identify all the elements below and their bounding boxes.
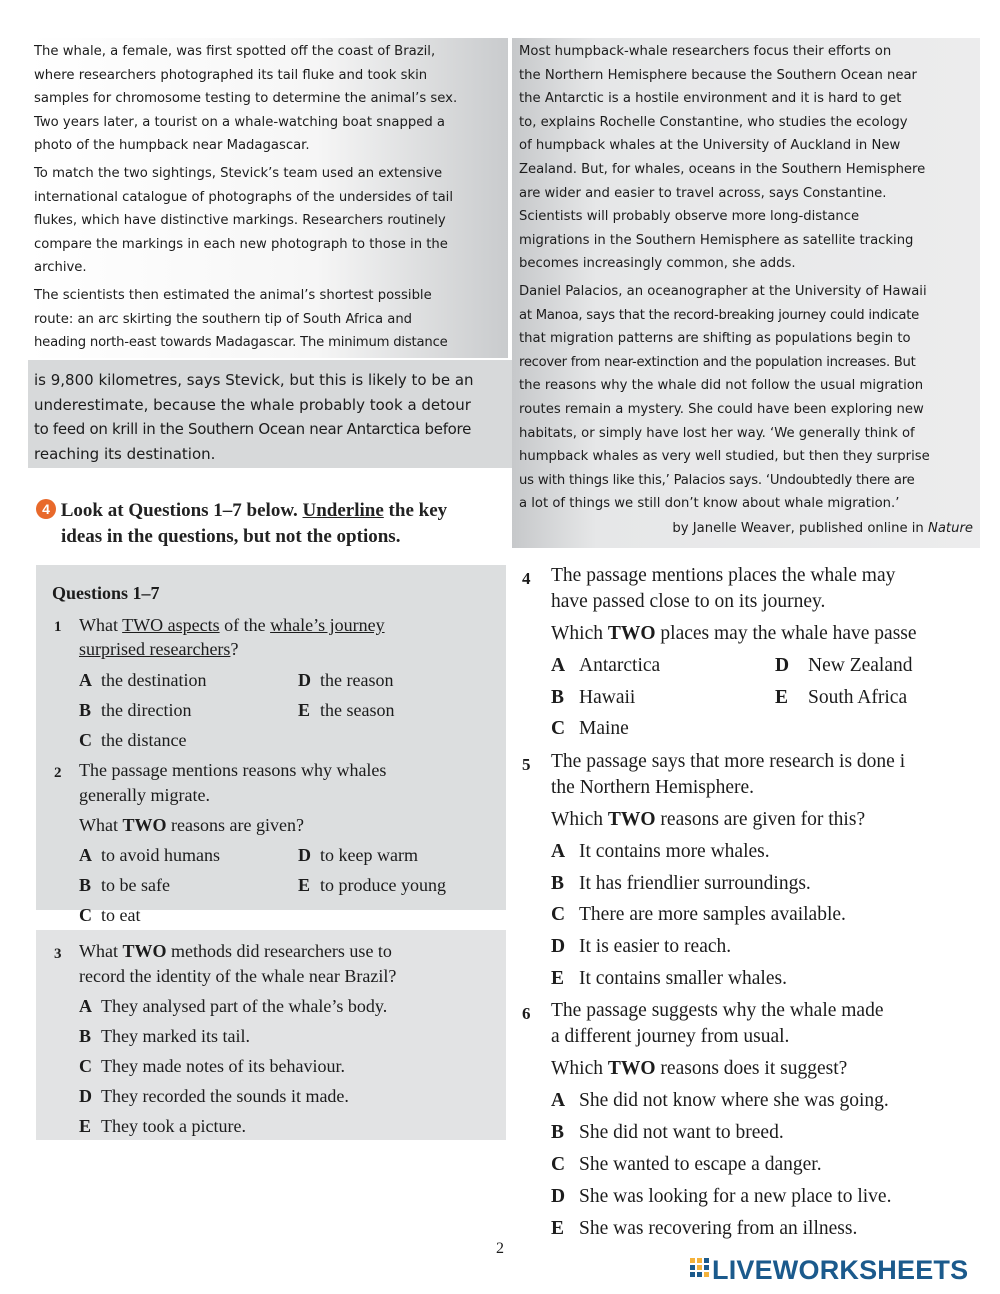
text-line: the reasons why the whale did not follow the usual migration — [519, 378, 924, 394]
question-3-text-line2: record the identity of the whale near Brazil? — [79, 966, 397, 986]
logo-square — [690, 1265, 695, 1270]
text-line: Daniel Palacios, an oceanographer at the University of Hawaii — [519, 283, 927, 299]
option-text: Hawaii — [579, 687, 636, 708]
option-text: South Africa — [808, 687, 908, 708]
text-run: Which — [551, 1058, 608, 1079]
logo-square — [704, 1258, 709, 1263]
text-line: Two years later, a tourist on a whale-watching boat snapped a — [34, 114, 445, 130]
option-3e[interactable] — [79, 1113, 246, 1139]
byline-text: by Janelle Weaver, published online in — [672, 520, 924, 536]
text-line: photo of the humpback near Madagascar. — [34, 138, 310, 154]
brand-name: LIVEWORKSHEETS — [712, 1254, 969, 1285]
option-letter: D — [298, 845, 311, 865]
option-letter: A — [79, 996, 92, 1016]
option-6c[interactable] — [551, 1152, 822, 1178]
bold-word: TWO — [122, 941, 167, 961]
option-letter: B — [551, 873, 565, 894]
question-1-text-line2 — [79, 636, 238, 662]
option-5c[interactable] — [551, 902, 846, 928]
option-text: It contains more whales. — [579, 841, 770, 862]
option-5a[interactable] — [551, 839, 770, 865]
instruction-line-2: ideas in the questions, but not the options. — [61, 526, 401, 547]
passage-paragraph-5 — [519, 280, 979, 516]
logo-square — [704, 1265, 709, 1270]
option-text: It is easier to reach. — [579, 936, 732, 957]
option-letter: D — [79, 1086, 92, 1106]
option-text: to eat — [101, 905, 141, 925]
text-line: route: an arc skirting the southern tip of South Africa and — [34, 311, 413, 327]
text-line: compare the markings in each new photograph to those in the — [34, 236, 448, 252]
question-2-text-line2: generally migrate. — [79, 785, 210, 805]
option-text: the direction — [101, 700, 192, 720]
option-letter: E — [551, 968, 565, 989]
option-4e[interactable] — [775, 685, 907, 711]
option-text: the distance — [101, 730, 187, 750]
option-letter: B — [551, 1122, 565, 1143]
text-line: migrations in the Southern Hemisphere as satellite tracking — [519, 232, 914, 248]
option-2b[interactable] — [79, 872, 170, 898]
question-6-text-line2: a different journey from usual. — [551, 1026, 790, 1047]
option-1c[interactable] — [79, 727, 186, 753]
option-6d[interactable] — [551, 1184, 891, 1210]
brand-logo — [690, 1255, 968, 1285]
option-letter: B — [551, 687, 565, 708]
text-run: of the — [219, 615, 271, 635]
passage-right-column — [519, 40, 979, 540]
option-5b[interactable] — [551, 871, 811, 897]
option-letter: A — [79, 845, 92, 865]
option-text: She did not want to breed. — [579, 1122, 784, 1143]
option-letter: C — [79, 1056, 92, 1076]
text-run: Which — [551, 809, 608, 830]
text-line: where researchers photographed its tail fluke and took skin — [34, 67, 428, 83]
option-letter: D — [551, 936, 566, 957]
option-5d[interactable] — [551, 934, 731, 960]
option-4a[interactable] — [551, 653, 660, 679]
question-5-number: 5 — [522, 755, 531, 774]
text-line: Most humpback-whale researchers focus their efforts on — [519, 44, 892, 59]
text-run: ? — [230, 639, 239, 659]
logo-square — [690, 1272, 695, 1277]
text-line: To match the two sightings, Stevick’s team used an extensive — [34, 165, 443, 181]
option-5e[interactable] — [551, 966, 787, 992]
text-line: samples for chromosome testing to determine the animal’s sex. — [34, 91, 458, 107]
option-text: to produce young — [320, 875, 446, 895]
option-letter: A — [551, 655, 566, 676]
option-6b[interactable] — [551, 1120, 784, 1146]
question-4-text-line2: have passed close to on its journey. — [551, 591, 826, 612]
text-run: What — [79, 815, 123, 835]
question-5-text: The passage says that more research is done i — [551, 751, 906, 772]
option-text: Maine — [579, 718, 629, 739]
passage-paragraph-3 — [34, 284, 506, 355]
option-text: She was recovering from an illness. — [579, 1218, 858, 1239]
option-letter: A — [79, 670, 92, 690]
text-run: places may the whale have passe — [655, 623, 917, 644]
passage-left-continued — [34, 368, 510, 466]
option-letter: C — [79, 730, 92, 750]
option-letter: E — [298, 875, 311, 895]
instruction-line-1 — [36, 498, 506, 524]
option-1b[interactable] — [79, 697, 191, 723]
question-3-text — [79, 938, 392, 964]
question-2-text: The passage mentions reasons why whales — [79, 760, 387, 780]
option-letter: D — [298, 670, 311, 690]
text-line: are wider and easier to travel across, says Constantine. — [519, 185, 887, 201]
questions-heading: Questions 1–7 — [52, 583, 160, 603]
text-run: What — [79, 615, 123, 635]
option-letter: A — [551, 841, 566, 862]
text-line: Scientists will probably observe more long-distance — [519, 209, 860, 225]
byline-source: Nature — [927, 520, 973, 536]
logo-square — [704, 1272, 709, 1277]
text-run: reasons does it suggest? — [655, 1058, 848, 1079]
question-2-number: 2 — [54, 765, 62, 781]
option-3d[interactable] — [79, 1083, 349, 1109]
option-text: They recorded the sounds it made. — [101, 1086, 349, 1106]
option-6e[interactable] — [551, 1216, 857, 1242]
text-line: habitats, or simply have lost her way. ‘We generally think of — [519, 425, 915, 441]
text-line: heading north-east towards Madagascar. The minimum distance — [34, 335, 448, 351]
instruction-number-badge: 4 — [36, 499, 56, 519]
text-line: the Antarctic is a hostile environment and it is hard to get — [519, 91, 902, 107]
question-6-number: 6 — [522, 1004, 531, 1023]
text-run: reasons are given for this? — [655, 809, 866, 830]
option-2c[interactable] — [79, 902, 140, 928]
text-line: flukes, which have distinctive markings. Researchers routinely — [34, 213, 446, 229]
text-line: The scientists then estimated the animal’s shortest possible — [34, 287, 432, 303]
option-2e[interactable] — [298, 872, 446, 898]
option-3a[interactable] — [79, 993, 387, 1019]
option-letter: D — [551, 1186, 566, 1207]
question-5-ask — [551, 807, 865, 833]
text-line: international catalogue of photographs of the undersides of tail — [34, 189, 454, 205]
text-line: Zealand. But, for whales, oceans in the Southern Hemisphere — [519, 161, 926, 177]
option-text: They marked its tail. — [101, 1026, 250, 1046]
logo-square — [697, 1258, 702, 1263]
underlined-phrase: whale’s journey — [270, 615, 385, 635]
text-line: is 9,800 kilometres, says Stevick, but this is likely to be an — [34, 371, 474, 389]
option-1a[interactable] — [79, 667, 206, 693]
option-4b[interactable] — [551, 685, 635, 711]
logo-square — [690, 1258, 695, 1263]
text-line: at Manoa, says that the record-breaking journey could indicate — [519, 307, 920, 323]
option-letter: B — [79, 875, 92, 895]
option-4d[interactable] — [775, 653, 913, 679]
option-text: Antarctica — [579, 655, 661, 676]
text-line: us with things like this,’ Palacios says. ‘Undoubtedly there are — [519, 472, 915, 488]
option-text: She did not know where she was going. — [579, 1090, 889, 1111]
option-letter: C — [551, 904, 566, 925]
text-line: the Northern Hemisphere because the Southern Ocean near — [519, 67, 917, 83]
option-letter: C — [551, 718, 566, 739]
option-letter: B — [79, 1026, 92, 1046]
question-6-text: The passage suggests why the whale made — [551, 1000, 884, 1021]
passage-paragraph-2 — [34, 162, 506, 280]
option-letter: E — [775, 687, 789, 708]
bold-word: TWO — [607, 1058, 656, 1079]
text-line: recover from near-extinction and the population increases. But — [519, 354, 916, 370]
option-1d[interactable] — [298, 667, 393, 693]
text-run: What — [79, 941, 123, 961]
text-line: reaching its destination. — [34, 444, 216, 463]
text-line: becomes increasingly common, she adds. — [519, 256, 796, 272]
text-line: archive. — [34, 260, 87, 276]
passage-left-column — [34, 40, 506, 355]
bold-word: TWO — [607, 623, 656, 644]
option-text: to be safe — [101, 875, 170, 895]
option-text: She wanted to escape a danger. — [579, 1154, 822, 1175]
instruction-underlined-word: Underline — [302, 500, 384, 521]
text-line: to, explains Rochelle Constantine, who studies the ecology — [519, 114, 908, 130]
text-run: methods did researchers use to — [166, 941, 392, 961]
option-letter: E — [298, 700, 311, 720]
option-text: the destination — [101, 670, 207, 690]
page-number: 2 — [496, 1240, 504, 1257]
text-line: humpback whales as very well studied, but then they surprise — [519, 449, 930, 465]
text-run: Which — [551, 623, 608, 644]
bold-word: TWO — [607, 809, 656, 830]
passage-paragraph-4 — [519, 40, 979, 276]
questions-right-column — [512, 560, 1000, 1250]
option-text: They took a picture. — [101, 1116, 246, 1136]
question-5-text-line2: the Northern Hemisphere. — [551, 777, 755, 798]
logo-square — [697, 1265, 702, 1270]
option-text: She was looking for a new place to live. — [579, 1186, 892, 1207]
option-text: to keep warm — [320, 845, 418, 865]
text-line: of humpback whales at the University of Auckland in New — [519, 138, 901, 154]
option-letter: C — [551, 1154, 566, 1175]
option-letter: D — [775, 655, 790, 676]
question-1-number: 1 — [54, 619, 62, 635]
underlined-phrase: surprised researchers — [79, 639, 231, 659]
option-text: the reason — [320, 670, 394, 690]
question-3-number: 3 — [54, 946, 62, 962]
text-line: The whale, a female, was first spotted off the coast of Brazil, — [34, 44, 436, 59]
option-text: It contains smaller whales. — [579, 968, 787, 989]
question-4-number: 4 — [522, 569, 531, 588]
option-2a[interactable] — [79, 842, 220, 868]
option-4c[interactable] — [551, 716, 629, 742]
questions-left-column — [36, 566, 506, 1146]
bold-word: TWO — [122, 815, 167, 835]
text-line: a lot of things we still don’t know about whale migration.’ — [519, 496, 900, 512]
option-3b[interactable] — [79, 1023, 250, 1049]
question-4-ask — [551, 621, 917, 647]
text-line: underestimate, because the whale probably took a detour — [34, 395, 471, 414]
option-letter: A — [551, 1090, 566, 1111]
option-letter: C — [79, 905, 92, 925]
option-letter: E — [79, 1116, 92, 1136]
text-run: reasons are given? — [166, 815, 304, 835]
instruction-text: the key — [383, 500, 448, 521]
option-letter: B — [79, 700, 92, 720]
passage-paragraph-1 — [34, 40, 506, 158]
question-4-text: The passage mentions places the whale may — [551, 565, 896, 586]
option-text: There are more samples available. — [579, 904, 846, 925]
logo-square — [697, 1272, 702, 1277]
option-text: the season — [320, 700, 395, 720]
option-3c[interactable] — [79, 1053, 345, 1079]
option-text: They analysed part of the whale’s body. — [101, 996, 388, 1016]
instruction-block — [36, 498, 506, 550]
byline — [519, 518, 979, 540]
option-6a[interactable] — [551, 1088, 889, 1114]
instruction-text: Look at Questions 1–7 below. — [60, 500, 303, 521]
text-line: routes remain a mystery. She could have been exploring new — [519, 401, 924, 417]
liveworksheets-logo-icon — [690, 1258, 710, 1282]
question-6-ask — [551, 1056, 847, 1082]
option-text: to avoid humans — [101, 845, 220, 865]
option-text: New Zealand — [808, 655, 913, 676]
underlined-phrase: TWO aspects — [122, 615, 220, 635]
option-letter: E — [551, 1218, 565, 1239]
text-line: to feed on krill in the Southern Ocean near Antarctica before — [34, 420, 472, 438]
option-2d[interactable] — [298, 842, 418, 868]
option-text: It has friendlier surroundings. — [579, 873, 811, 894]
text-line: that migration patterns are shifting as populations begin to — [519, 331, 911, 347]
option-1e[interactable] — [298, 697, 394, 723]
question-1-text — [79, 612, 385, 638]
question-2-ask — [79, 812, 304, 838]
option-text: They made notes of its behaviour. — [101, 1056, 345, 1076]
